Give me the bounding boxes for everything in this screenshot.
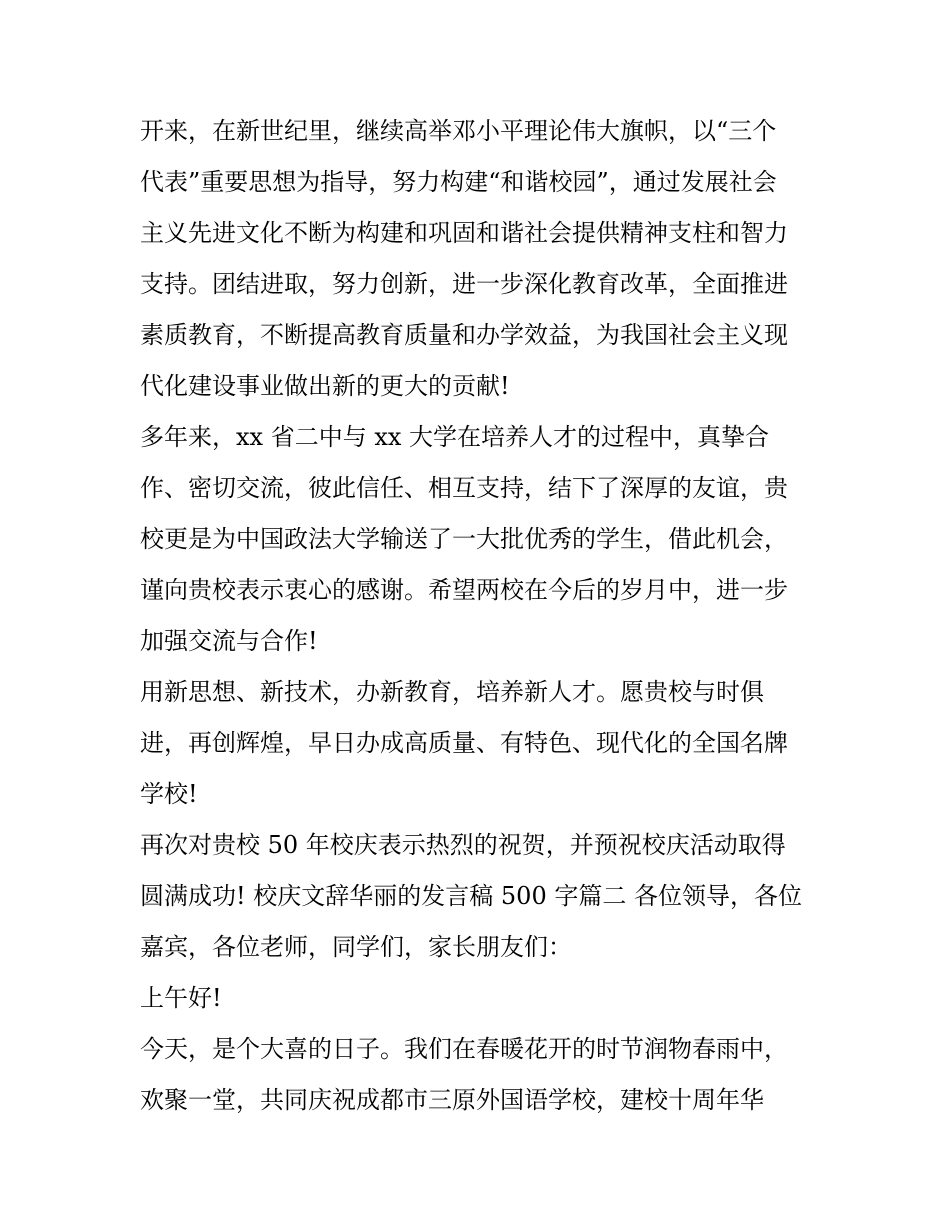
text-line: 进，再创辉煌，早日办成高质量、有特色、现代化的全国名牌 <box>140 729 788 757</box>
text-line: 圆满成功! 校庆文辞华丽的发言稿 500 字篇二 各位领导，各位 <box>140 882 802 910</box>
text-line: 主义先进文化不断为构建和巩固和谐社会提供精神支柱和智力 <box>140 219 788 247</box>
text-line: 上午好! <box>140 984 222 1012</box>
text-line: 代表”重要思想为指导，努力构建“和谐校园”，通过发展社会 <box>140 168 777 196</box>
text-line: 开来，在新世纪里，继续高举邓小平理论伟大旗帜，以“三个 <box>140 117 777 145</box>
text-line: 加强交流与合作! <box>140 627 318 655</box>
text-line: 素质教育，不断提高教育质量和办学效益，为我国社会主义现 <box>140 321 788 349</box>
text-line: 学校! <box>140 780 198 808</box>
text-line: 多年来，xx 省二中与 xx 大学在培养人才的过程中，真挚合 <box>140 423 770 451</box>
text-line: 支持。团结进取，努力创新，进一步深化教育改革，全面推进 <box>140 270 788 298</box>
text-line: 用新思想、新技术，办新教育，培养新人才。愿贵校与时俱 <box>140 678 764 706</box>
text-line: 校更是为中国政法大学输送了一大批优秀的学生，借此机会， <box>140 525 788 553</box>
text-line: 欢聚一堂，共同庆祝成都市三原外国语学校，建校十周年华 <box>140 1086 764 1114</box>
text-line: 再次对贵校 50 年校庆表示热烈的祝贺，并预祝校庆活动取得 <box>140 831 786 859</box>
text-line: 嘉宾，各位老师，同学们，家长朋友们： <box>140 933 572 961</box>
text-line: 作、密切交流，彼此信任、相互支持，结下了深厚的友谊，贵 <box>140 474 788 502</box>
document-body <box>140 106 830 1126</box>
text-line: 谨向贵校表示衷心的感谢。希望两校在今后的岁月中，进一步 <box>140 576 788 604</box>
text-line: 代化建设事业做出新的更大的贡献! <box>140 372 510 400</box>
text-line: 今天，是个大喜的日子。我们在春暖花开的时节润物春雨中， <box>140 1035 788 1063</box>
